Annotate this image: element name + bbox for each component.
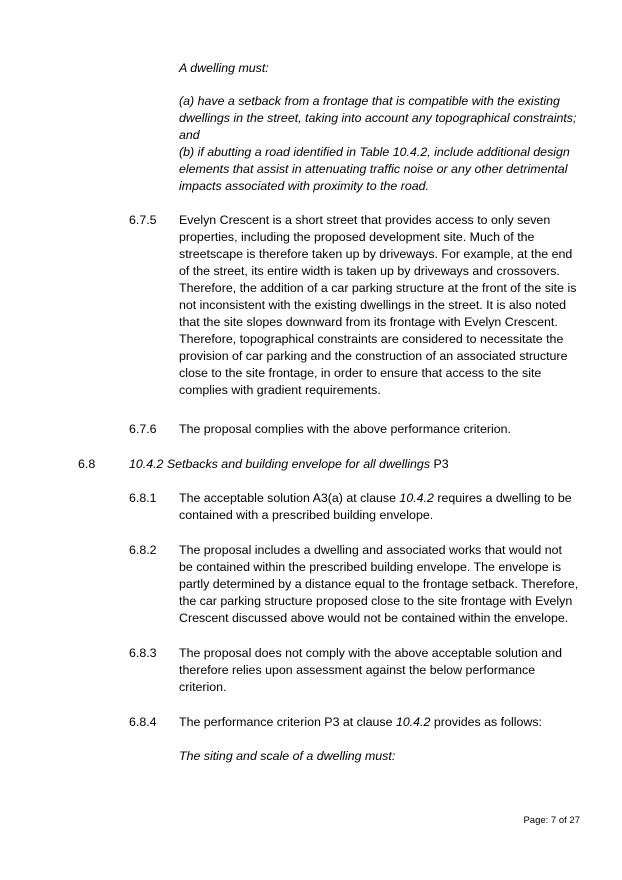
paragraph-6-8-1 [179, 490, 577, 524]
paragraph-number-6-8-1: 6.8.1 [129, 491, 157, 505]
paragraph-6-8-3: The proposal does not comply with the above acceptable solution and therefore relies upon assessment against the below performance criterion. [179, 646, 562, 694]
paragraph-6-7-5: Evelyn Crescent is a short street that provides access to only seven properties, including the proposed development site. Much of the streetscape is therefore taken up by driveways. For example, at the end of the street, its entire width is taken up by driveways and crossovers. Therefore, the addition of a car parking structure at the front of the site is not inconsistent with the existing dwellings in the street. It is also noted that the site slopes downward from its frontage with Evelyn Crescent. Therefore, topographical constraints are considered to necessitate the provision of car parking and the construction of an associated structure close to the site frontage, in order to ensure that access to the site complies with gradient requirements. [179, 213, 577, 397]
paragraph-number-6-8-4: 6.8.4 [129, 715, 157, 729]
paragraph-6-8-2: The proposal includes a dwelling and associated works that would not be contained within the prescribed building envelope. The envelope is partly determined by a distance equal to the frontage setback. Therefore, the car parking structure proposed close to the site frontage with Evelyn Crescent discussed above would not be contained within the envelope. [179, 543, 579, 625]
paragraph-6-8-1-before: The acceptable solution A3(a) at clause [179, 491, 400, 505]
section-title-italic: 10.4.2 Setbacks and building envelope for all dwellings [129, 457, 431, 471]
clause-reference: 10.4.2 [395, 715, 431, 729]
paragraph-number-6-7-6: 6.7.6 [129, 422, 157, 436]
paragraph-6-8-4 [179, 714, 584, 731]
page-number: Page: 7 of 27 [523, 815, 580, 826]
quote-2-intro: The siting and scale of a dwelling must: [179, 749, 396, 763]
section-number-6-8: 6.8 [78, 457, 96, 471]
paragraph-6-8-4-before: The performance criterion P3 at clause [179, 715, 396, 729]
paragraph-number-6-7-5: 6.7.5 [129, 213, 157, 227]
quote-item-b: (b) if abutting a road identified in Table 10.4.2, include additional design elements that assist in attenuating traffic noise or any other detrimental impacts associated with proximity to the road. [179, 145, 570, 193]
clause-reference: 10.4.2 [399, 491, 434, 505]
paragraph-number-6-8-3: 6.8.3 [129, 646, 157, 660]
paragraph-number-6-8-2: 6.8.2 [129, 543, 157, 557]
section-title-plain: P3 [430, 457, 449, 471]
quote-intro: A dwelling must: [179, 61, 269, 75]
paragraph-6-8-4-after: provides as follows: [430, 715, 542, 729]
quote-item-a: (a) have a setback from a frontage that is compatible with the existing dwellings in the street, taking into account any topographical constraints; and [179, 94, 577, 142]
paragraph-6-8-1-after: requires a dwelling to be contained with a prescribed building envelope. [179, 491, 572, 522]
paragraph-6-7-6: The proposal complies with the above performance criterion. [179, 422, 511, 436]
section-title-6-8 [129, 456, 579, 473]
